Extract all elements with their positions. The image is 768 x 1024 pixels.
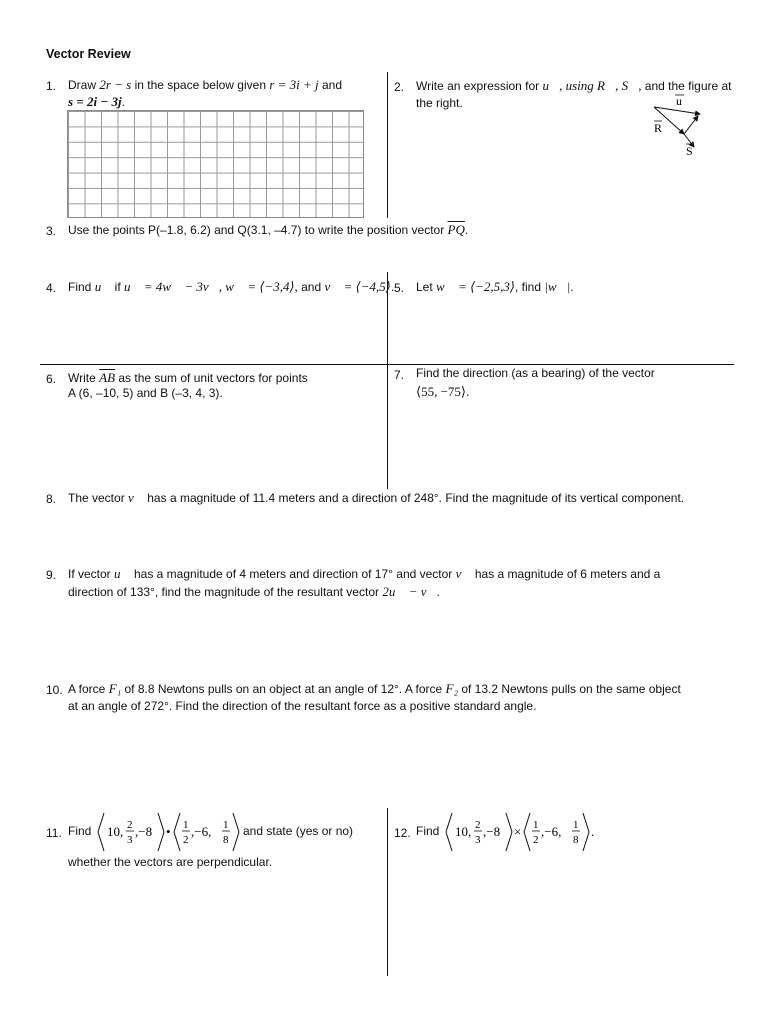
q10-line2: at an angle of 272°. Find the direction of the resultant force as a positive standard angle. (68, 699, 537, 713)
q10-force-f2: F₂ (445, 681, 458, 696)
svg-text:3: 3 (127, 834, 133, 846)
svg-text:1: 1 (573, 819, 579, 831)
svg-text:1: 1 (223, 819, 229, 831)
q5-text: Let w⃗ = ⟨−2,5,3⟩, find |w⃗|. (416, 279, 574, 294)
q11-line2: whether the vectors are perpendicular. (68, 855, 273, 869)
svg-text:2: 2 (533, 834, 539, 846)
q12-number: 12. (394, 826, 411, 840)
q1-line1: Draw 2r − s in the space below given r = 3i + j and (68, 77, 343, 92)
q1-drawing-grid[interactable] (67, 110, 364, 218)
svg-text:•: • (166, 824, 171, 839)
q1-number: 1. (46, 79, 57, 93)
q10-line1: A force F₁ of 8.8 Newtons pulls on an object at an angle of 12°. A force F₂ of 13.2 Newtons pulls on the same object (68, 681, 681, 696)
q11-find: Find (68, 824, 92, 838)
q8-number: 8. (46, 492, 57, 506)
svg-text:×: × (514, 824, 522, 839)
q6-number: 6. (46, 372, 57, 386)
q2-label-u: u (676, 94, 682, 108)
q6-line1: Write $\overline{AB}$ as the sum of unit vectors for points (68, 370, 308, 385)
q11-dot-product-expression (96, 810, 242, 854)
svg-text:8: 8 (573, 834, 579, 846)
q2-line1: Write an expression for u⃗, using R⃗, S⃗, and the figure at (416, 78, 732, 93)
q8-text: The vector v⃗ has a magnitude of 11.4 meters and a direction of 248°. Find the magnitude of its vertical component. (68, 490, 685, 505)
q9-line2: direction of 133°, find the magnitude of the resultant vector 2u⃗ − v⃗. (68, 584, 440, 599)
q9-number: 9. (46, 568, 57, 582)
q9-line1: If vector u⃗ has a magnitude of 4 meters and direction of 17° and vector v⃗ has a magnitude of 6 meters and a (68, 566, 661, 581)
q2-number: 2. (394, 80, 405, 94)
svg-text:,−6,: ,−6, (541, 824, 562, 839)
q5-number: 5. (394, 281, 405, 295)
svg-text:1: 1 (183, 819, 189, 831)
q3-number: 3. (46, 224, 57, 238)
svg-text:,−8: ,−8 (483, 824, 501, 839)
q12-find: Find (416, 824, 440, 838)
q12-cross-product-expression (444, 810, 596, 854)
q4-number: 4. (46, 281, 57, 295)
q3-vector-pq: $\overline{PQ}$ (447, 222, 465, 237)
q2-line2: the right. (416, 96, 463, 110)
q2-vector-figure (646, 92, 706, 158)
svg-text:10,: 10, (455, 824, 472, 839)
q7-line1: Find the direction (as a bearing) of the vector (416, 366, 655, 380)
q1-s-def: s = 2i − 3j (68, 94, 122, 109)
svg-text:8: 8 (223, 834, 229, 846)
svg-text:2: 2 (183, 834, 189, 846)
q1-line2: s = 2i − 3j. (68, 94, 125, 109)
divider-q4-q7 (387, 272, 388, 489)
q10-number: 10. (46, 683, 63, 697)
q6-line2: A (6, –10, 5) and B (–3, 4, 3). (68, 386, 223, 400)
svg-text:2: 2 (127, 819, 133, 831)
q2-label-r: R (654, 121, 663, 135)
q10-force-f1: F₁ (108, 681, 122, 696)
divider-q1-q2 (387, 72, 388, 218)
page-title: Vector Review (46, 47, 131, 61)
q1-expr: 2r − s (99, 77, 132, 92)
q3-text: Use the points P(–1.8, 6.2) and Q(3.1, –4.7) to write the position vector $\overline{PQ}$. (68, 222, 469, 237)
q2-label-s: S (686, 144, 693, 158)
svg-text:10,: 10, (107, 824, 124, 839)
q7-number: 7. (394, 368, 405, 382)
q11-number: 11. (46, 826, 62, 840)
q7-line2: ⟨55, −75⟩. (416, 384, 470, 399)
q6-vector-ab: $\overline{AB}$ (99, 370, 116, 385)
svg-text:,−6,: ,−6, (191, 824, 212, 839)
svg-text:1: 1 (533, 819, 539, 831)
svg-text:,−8: ,−8 (135, 824, 153, 839)
svg-text:.: . (591, 824, 595, 839)
svg-text:2: 2 (475, 819, 481, 831)
svg-text:3: 3 (475, 834, 481, 846)
q4-text: Find u⃗ if u⃗ = 4w⃗ − 3v⃗, w⃗ = ⟨−3,4⟩, and v⃗ = ⟨−4,5⟩. (68, 279, 395, 294)
q11-state: and state (yes or no) (243, 824, 354, 838)
q1-r-def: r = 3i + j (269, 77, 319, 92)
divider-q11-q12 (387, 808, 388, 976)
